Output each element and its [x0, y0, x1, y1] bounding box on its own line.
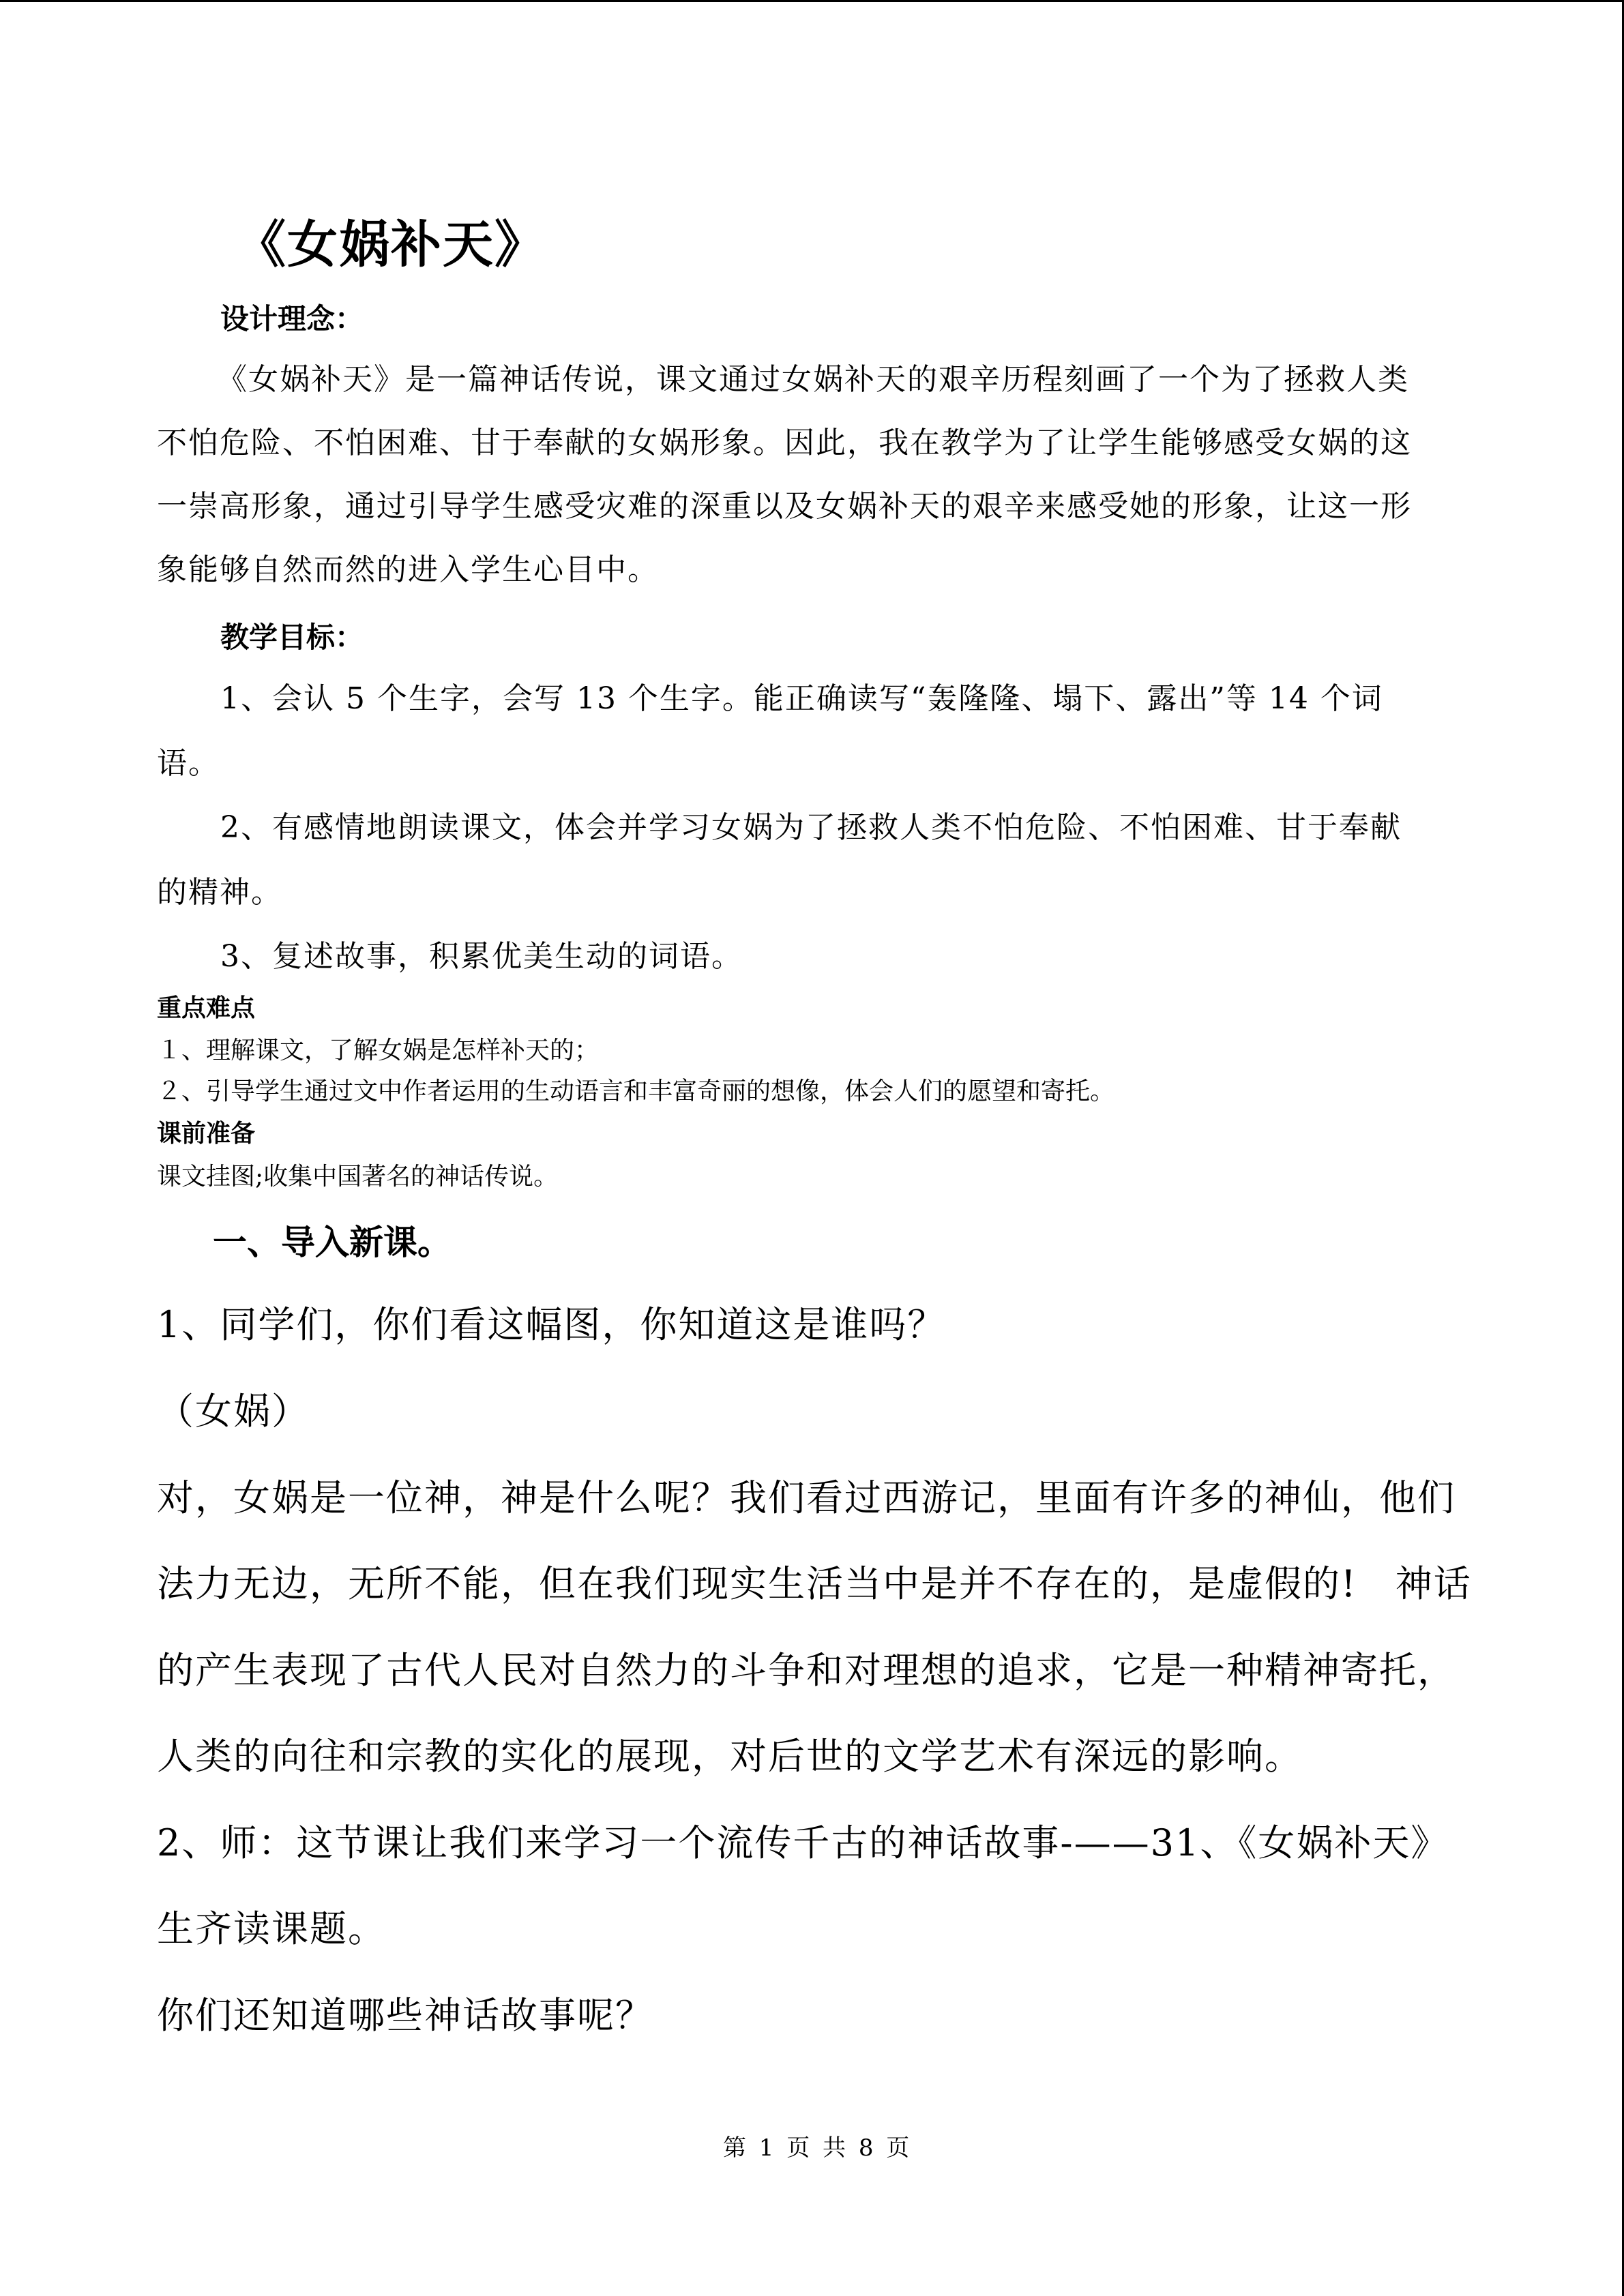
teaching-goal-2-cont: 的精神。	[157, 875, 282, 910]
design-concept-line-3: 一崇高形象，通过引导学生感受灾难的深重以及女娲补天的艰辛来感受她的形象，让这一形	[157, 489, 1412, 524]
section-1-line-3: 对，女娲是一位神，神是什么呢？我们看过西游记，里面有许多的神仙，他们	[157, 1476, 1456, 1519]
teaching-goal-2: 2、有感情地朗读课文，体会并学习女娲为了拯救人类不怕危险、不怕困难、甘于奉献	[220, 810, 1402, 845]
section-1-line-8: 生齐读课题。	[157, 1907, 386, 1950]
section-1-line-2: （女娲）	[157, 1390, 310, 1433]
section-1-line-9: 你们还知道哪些神话故事呢？	[157, 1994, 653, 2037]
teaching-goal-1-cont: 语。	[157, 746, 220, 781]
section-1-line-4: 法力无边，无所不能，但在我们现实生活当中是并不存在的，是虚假的! 神话	[157, 1562, 1472, 1605]
design-concept-line-2: 不怕危险、不怕困难、甘于奉献的女娲形象。因此，我在教学为了让学生能够感受女娲的这	[157, 426, 1412, 460]
document-title: 《女娲补天》	[235, 215, 546, 274]
section-1-line-5: 的产生表现了古代人民对自然力的斗争和对理想的追求，它是一种精神寄托，	[157, 1649, 1456, 1692]
preparation-line: 课文挂图;收集中国著名的神话传说。	[157, 1163, 559, 1191]
section-1-line-7: 2、师：这节课让我们来学习一个流传千古的神话故事-——31、《女娲补天》	[157, 1821, 1449, 1864]
page-border-top	[0, 0, 1624, 2]
design-concept-line-1: 《女娲补天》是一篇神话传说，课文通过女娲补天的艰辛历程刻画了一个为了拯救人类	[217, 362, 1409, 397]
section-1-line-6: 人类的向往和宗教的实化的展现，对后世的文学艺术有深远的影响。	[157, 1735, 1303, 1778]
page-footer: 第 1 页 共 8 页	[723, 2134, 913, 2162]
teaching-goals-heading: 教学目标：	[220, 621, 364, 654]
key-point-1: １、理解课文，了解女娲是怎样补天的；	[157, 1037, 600, 1064]
design-concept-heading: 设计理念：	[220, 302, 364, 336]
teaching-goal-1: 1、会认 5 个生字，会写 13 个生字。能正确读写“轰隆隆、塌下、露出”等 14 个词	[220, 681, 1383, 716]
teaching-goal-3: 3、复述故事，积累优美生动的词语。	[220, 939, 743, 974]
key-point-2: ２、引导学生通过文中作者运用的生动语言和丰富奇丽的想像，体会人们的愿望和寄托。	[157, 1077, 1115, 1105]
design-concept-line-4: 象能够自然而然的进入学生心目中。	[157, 552, 659, 587]
preparation-heading: 课前准备	[157, 1119, 256, 1148]
section-1-heading: 一、导入新课。	[213, 1222, 452, 1262]
section-1-line-1: 1、同学们，你们看这幅图，你知道这是谁吗？	[157, 1303, 946, 1346]
key-points-heading: 重点难点	[157, 994, 256, 1022]
